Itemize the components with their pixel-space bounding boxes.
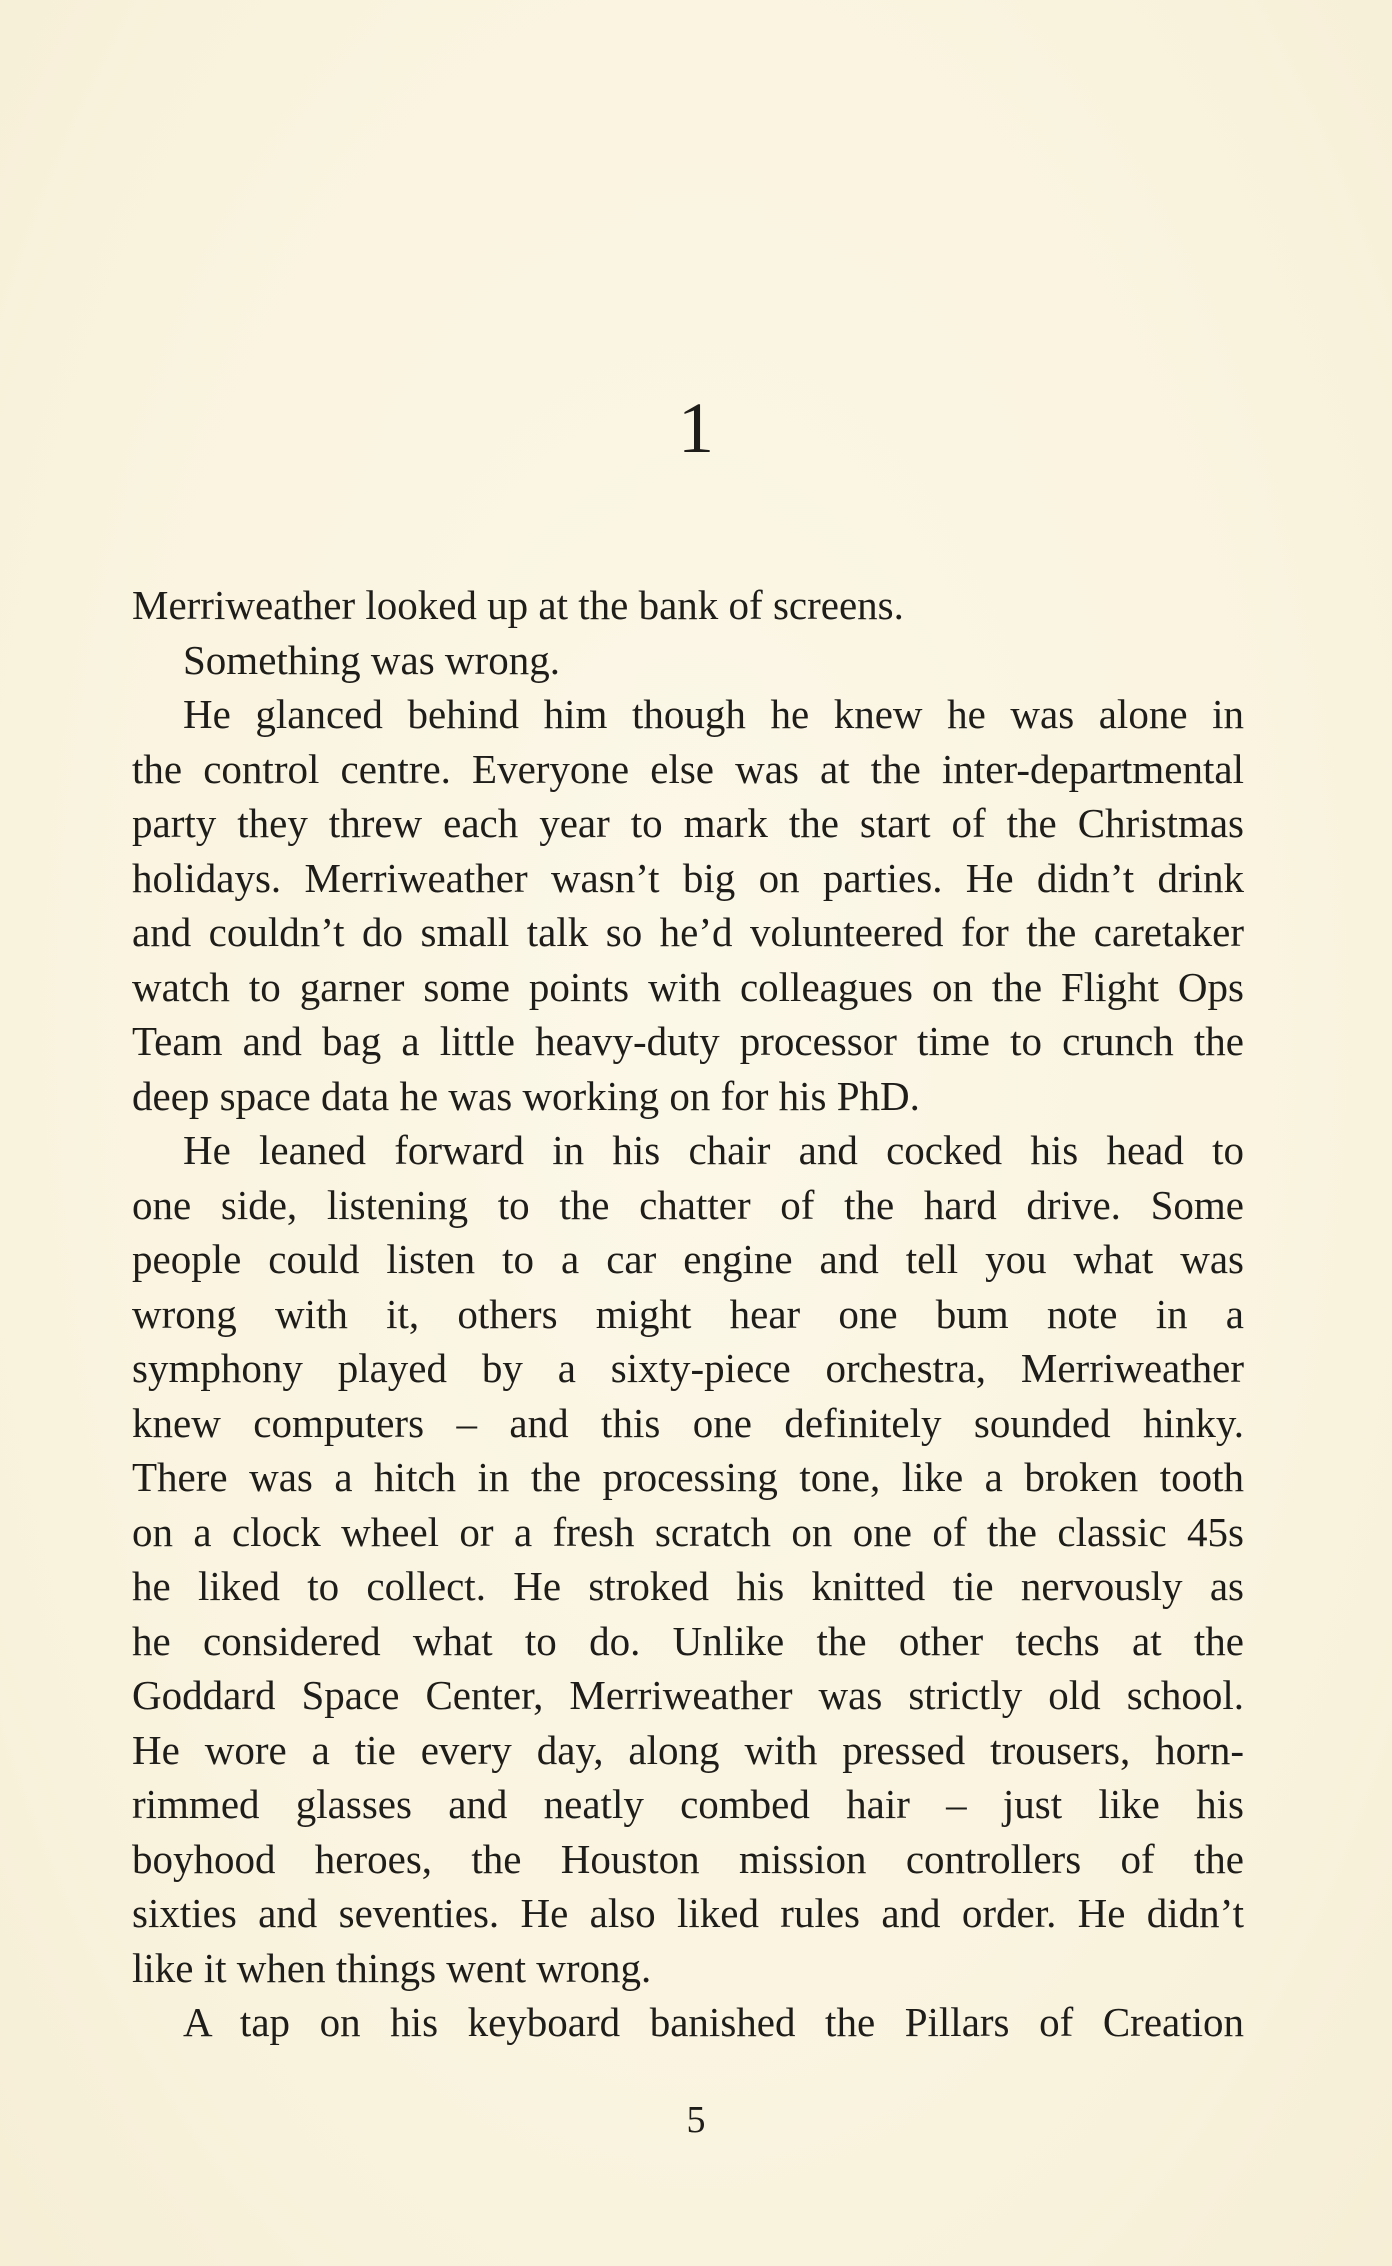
text-line: on a clock wheel or a fresh scratch on one of the classic 45s	[132, 1508, 1244, 1555]
text-line: deep space data he was working on for his PhD.	[132, 1072, 920, 1119]
text-line: He glanced behind him though he knew he was alone in	[183, 691, 1244, 737]
text-line: He leaned forward in his chair and cocked his head to	[183, 1127, 1244, 1173]
text-line: Something was wrong.	[183, 636, 560, 683]
text-line: sixties and seventies. He also liked rules and order. He didn’t	[132, 1890, 1244, 1936]
text-line: holidays. Merriweather wasn’t big on parties. He didn’t drink	[132, 854, 1244, 901]
text-line: knew computers – and this one definitely sounded hinky.	[132, 1399, 1244, 1446]
text-line: like it when things went wrong.	[132, 1944, 652, 1991]
text-line: There was a hitch in the processing tone, like a broken tooth	[132, 1454, 1244, 1500]
text-line: watch to garner some points with colleagues on the Flight Ops	[132, 963, 1244, 1010]
text-line: rimmed glasses and neatly combed hair – just like his	[132, 1781, 1244, 1827]
text-line: the control centre. Everyone else was at the inter-departmental	[132, 745, 1244, 792]
text-line: one side, listening to the chatter of the hard drive. Some	[132, 1181, 1244, 1228]
text-line: Goddard Space Center, Merriweather was strictly old school.	[132, 1672, 1244, 1718]
body-text	[132, 578, 1244, 2050]
text-line: A tap on his keyboard banished the Pillars of Creation	[183, 1999, 1244, 2045]
text-line: party they threw each year to mark the start of the Christmas	[132, 800, 1244, 846]
chapter-number: 1	[678, 388, 714, 468]
text-line: He wore a tie every day, along with pressed trousers, horn-	[132, 1726, 1244, 1773]
text-line: boyhood heroes, the Houston mission controllers of the	[132, 1835, 1244, 1882]
page-number: 5	[686, 2099, 706, 2141]
text-line: symphony played by a sixty-piece orchestra, Merriweather	[132, 1345, 1244, 1391]
text-line: people could listen to a car engine and tell you what was	[132, 1236, 1244, 1282]
text-line: he considered what to do. Unlike the other techs at the	[132, 1617, 1244, 1664]
text-line: he liked to collect. He stroked his knitted tie nervously as	[132, 1563, 1244, 1609]
text-line: Team and bag a little heavy-duty processor time to crunch the	[132, 1018, 1244, 1064]
text-line: wrong with it, others might hear one bum note in a	[132, 1290, 1244, 1337]
text-line: Merriweather looked up at the bank of screens.	[132, 582, 904, 628]
text-line: and couldn’t do small talk so he’d volunteered for the caretaker	[132, 909, 1244, 955]
